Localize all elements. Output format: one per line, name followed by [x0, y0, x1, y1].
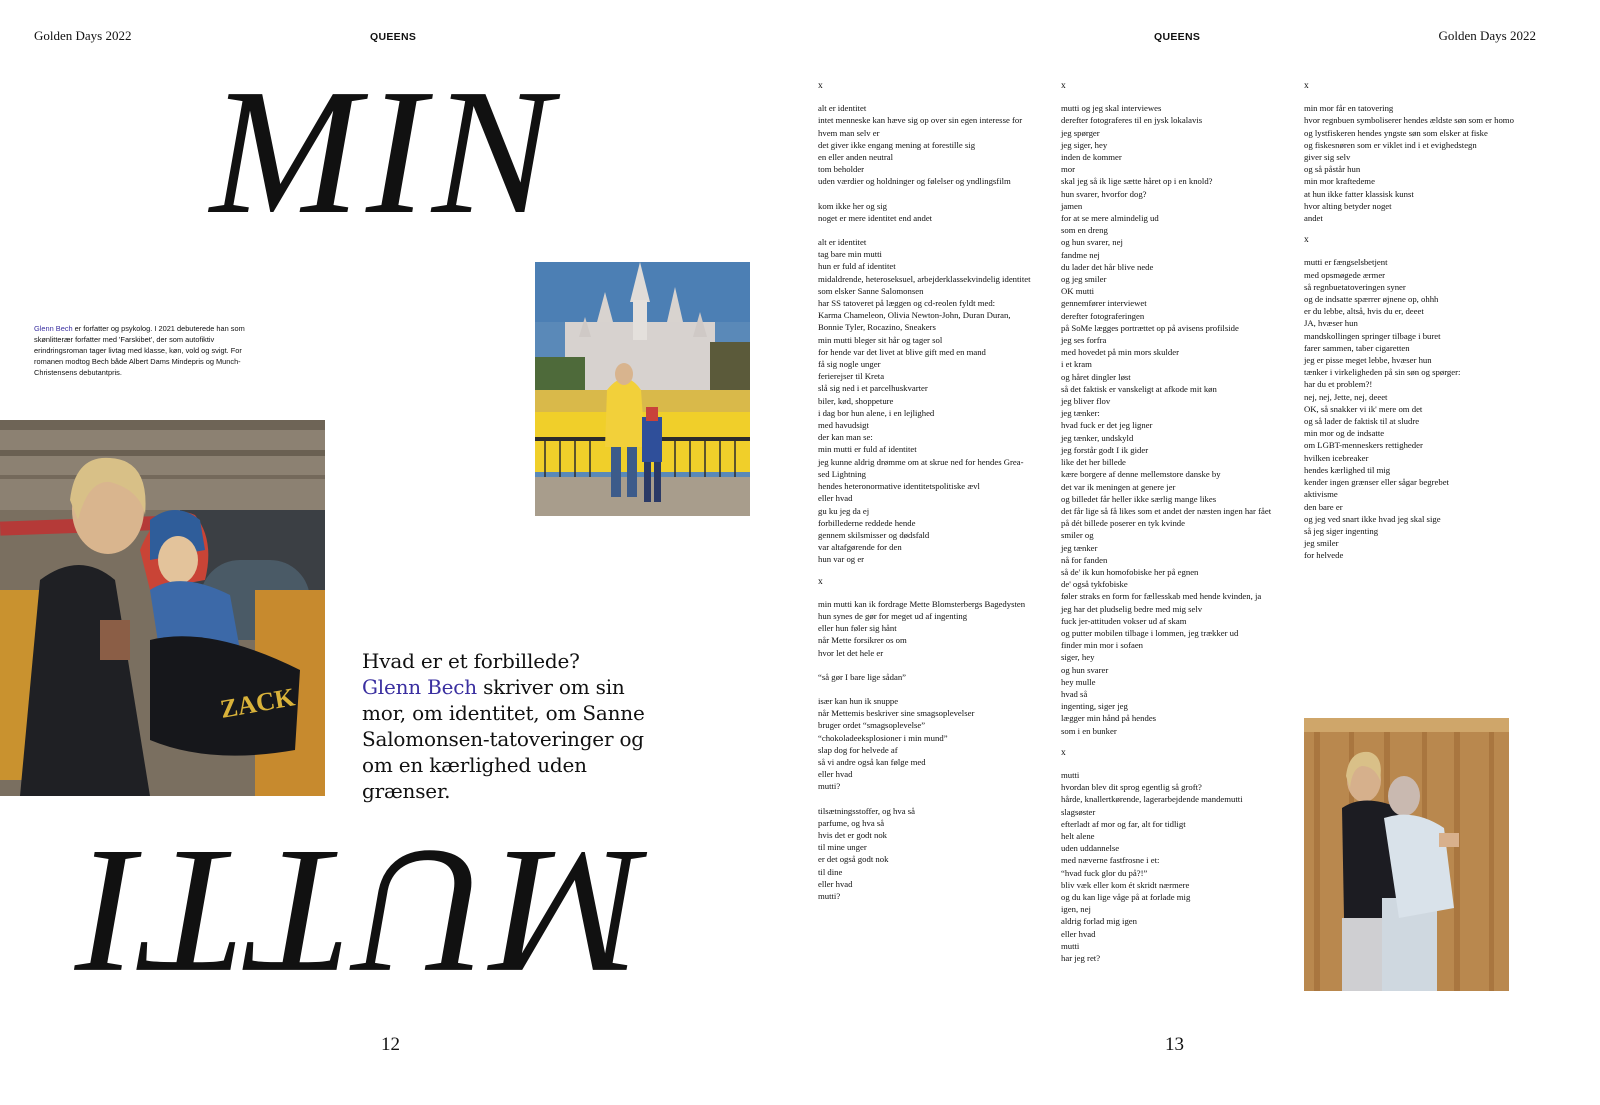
- poem-line: og hun svarer, nej: [1061, 237, 1123, 248]
- poem-line: har jeg ret?: [1061, 953, 1101, 964]
- poem-line: andet: [1304, 213, 1323, 224]
- poem-line: tag bare min mutti: [818, 249, 882, 260]
- stanza-gap: [818, 683, 1056, 695]
- bag-text: ZACK: [218, 682, 298, 724]
- poem-line: for hende var det livet at blive gift med en mand: [818, 346, 986, 357]
- poem-line: hun var og er: [818, 554, 865, 565]
- poem-line: jeg er pisse meget lebbe, hvæser hun: [1304, 355, 1432, 366]
- poem-line: “så gør I bare lige sådan”: [818, 671, 907, 682]
- poem-line: så de' ik kun homofobiske her på egnen: [1061, 566, 1199, 577]
- poem-line: jeg smiler: [1304, 538, 1339, 549]
- poem-line: og jeg ved snart ikke hvad jeg skal sige: [1304, 513, 1441, 524]
- poem-line: med hovedet på min mors skulder: [1061, 347, 1179, 358]
- poem-line: Bonnie Tyler, Rocazino, Sneakers: [818, 322, 936, 333]
- poem-line: “chokoladeeksplosioner i min mund”: [818, 732, 948, 743]
- poem-line: ingenting, siger jeg: [1061, 701, 1128, 712]
- standfirst-body-text: skriver om sin mor, om identitet, om Sanne Salomonsen-tatoveringer og om en kærlighed uden grænser.: [362, 675, 645, 803]
- poem-line: som en dreng: [1061, 225, 1108, 236]
- poem-line: min mor og de indsatte: [1304, 428, 1385, 439]
- right-page-number: 13: [1165, 1034, 1184, 1055]
- poem-line: og de indsatte spærrer øjnene op, ohhh: [1304, 294, 1439, 305]
- poem-line: jeg tænker, undskyld: [1061, 432, 1134, 443]
- poem-line: jeg siger, hey: [1061, 139, 1108, 150]
- poem-line: derefter fotograferingen: [1061, 310, 1145, 321]
- left-running-head: Golden Days 2022: [34, 28, 132, 43]
- poem-line: de' også tykfobiske: [1061, 579, 1128, 590]
- poem-line: eller hvad: [818, 878, 853, 889]
- section-break-x: x: [818, 576, 823, 587]
- poem-line: eller hvad: [818, 769, 853, 780]
- poem-line: fandme nej: [1061, 249, 1100, 260]
- poem-line: mutti: [1061, 940, 1080, 951]
- poem-line: som i en bunker: [1061, 725, 1117, 736]
- stanza-gap: [818, 659, 1056, 671]
- poem-line: OK, så snakker vi ik' mere om det: [1304, 403, 1423, 414]
- poem-line: slagsøster: [1061, 806, 1096, 817]
- poem-line: så det faktisk er vanskeligt at afkode mit køn: [1061, 383, 1217, 394]
- poem-line: sed Lightning: [818, 468, 867, 479]
- poem-line: på SoMe lægges portrættet op på avisens profilside: [1061, 322, 1239, 333]
- poem-line: hendes heteronormative identitetspolitiske ævl: [818, 481, 980, 492]
- poem-line: der kan man se:: [818, 432, 873, 443]
- poem-line: kender ingen grænser eller sågar begrebet: [1304, 477, 1449, 488]
- poem-line: hey mulle: [1061, 676, 1096, 687]
- poem-line: jamen: [1061, 200, 1083, 211]
- poem-line: var altafgørende for den: [818, 542, 902, 553]
- poem-line: når Mette forsikrer os om: [818, 635, 907, 646]
- poem-line: tilsætningsstoffer, og hva så: [818, 805, 915, 816]
- author-bio: [34, 323, 249, 378]
- poem-line: og fiskesnøren som er viklet ind i et evighedstegn: [1304, 139, 1477, 150]
- poem-line: parfume, og hva så: [818, 817, 885, 828]
- poem-line: føler straks en form for fællesskab med hende kvinden, ja: [1061, 591, 1262, 602]
- section-break-x: x: [1061, 747, 1066, 758]
- poem-line: hvor let det hele er: [818, 647, 884, 658]
- poem-line: like det her billede: [1061, 457, 1126, 468]
- poem-line: er det også godt nok: [818, 854, 889, 865]
- poem-line: jeg bliver flov: [1061, 396, 1111, 407]
- poem-line: tænker i virkeligheden på sin søn og spørger:: [1304, 367, 1461, 378]
- poem-line: nå for fanden: [1061, 554, 1108, 565]
- poem-line: OK mutti: [1061, 286, 1095, 297]
- poem-line: i et kram: [1061, 359, 1092, 370]
- poem-line: eller hvad: [818, 493, 853, 504]
- poem-line: få sig nogle unger: [818, 359, 881, 370]
- poem-line: efterladt af mor og far, alt for tidligt: [1061, 818, 1186, 829]
- right-running-head: Golden Days 2022: [1438, 28, 1536, 43]
- poem-line: hvad så: [1061, 688, 1088, 699]
- poem-line: Karma Chameleon, Olivia Newton-John, Duran Duran,: [818, 310, 1011, 321]
- author-bio-text: er forfatter og psykolog. I 2021 debuterede han som skønlitterær forfatter med 'Farskibet', der som autofiktiv erindringsroman tager livtag med klasse, køn, vold og svigt. For romanen modtog Bech både Albert Dams Mindepris og Munch-Christensens debutantpris.: [34, 324, 245, 377]
- poem-line: mutti og jeg skal interviewes: [1061, 103, 1162, 114]
- poem-line: JA, hvæser hun: [1304, 318, 1358, 329]
- poem-line: og så påstår hun: [1304, 164, 1361, 175]
- poem-line: biler, kød, shoppeture: [818, 395, 894, 406]
- stanza-gap: [818, 793, 1056, 805]
- poem-line: for at se mere almindelig ud: [1061, 213, 1159, 224]
- poem-line: om LGBT-menneskers rettigheder: [1304, 440, 1423, 451]
- poem-line: at hun ikke fatter klassisk kunst: [1304, 188, 1414, 199]
- poem-line: intet menneske kan hæve sig op over sin egen interesse for: [818, 115, 1023, 126]
- poem-line: med næverne fastfrosne i et:: [1061, 855, 1160, 866]
- stanza-gap: [818, 224, 1056, 236]
- poem-line: giver sig selv: [1304, 152, 1351, 163]
- poem-line: med havudsigt: [818, 420, 869, 431]
- poem-line: derefter fotograferes til en jysk lokalavis: [1061, 115, 1203, 126]
- poem-line: eller hun føler sig hånt: [818, 623, 897, 634]
- poem-line: har SS tatoveret på læggen og cd-reolen fyldt med:: [818, 298, 996, 309]
- poem-line: min mutti er fuld af identitet: [818, 444, 917, 455]
- poem-line: især kan hun ik snuppe: [818, 695, 899, 706]
- poem-line: hun synes de gør for meget ud af ingenting: [818, 610, 968, 621]
- poem-line: ferierejser til Kreta: [818, 371, 885, 382]
- poem-line: mutti er fængselsbetjent: [1304, 257, 1388, 268]
- poem-line: eller hvad: [1061, 928, 1096, 939]
- poem-line: mor: [1061, 164, 1075, 175]
- poem-line: siger, hey: [1061, 652, 1095, 663]
- poem-line: finder min mor i sofaen: [1061, 640, 1144, 651]
- poem-line: så vi andre også kan følge med: [818, 756, 926, 767]
- poem-line: alt er identitet: [818, 103, 867, 114]
- poem-line: gennem skilsmisser og dødsfald: [818, 529, 930, 540]
- poem-line: slå sig ned i et parcelhuskvarter: [818, 383, 928, 394]
- poem-line: bruger ordet “smagsoplevelse”: [818, 720, 926, 731]
- poem-column-2: [1061, 80, 1299, 964]
- section-break-x: x: [1304, 81, 1309, 91]
- right-section-label: QUEENS: [1154, 31, 1201, 43]
- poem-line: smiler og: [1061, 530, 1094, 541]
- title-mutti-upside-down: MUTTI: [75, 813, 646, 1012]
- poem-line: hun svarer, hvorfor dog?: [1061, 188, 1147, 199]
- poem-line: hvem man selv er: [818, 127, 880, 138]
- poem-line: for helvede: [1304, 550, 1344, 561]
- poem-line: mandskollingen springer tilbage i buret: [1304, 330, 1441, 341]
- poem-line: i dag bor hun alene, i en lejlighed: [818, 407, 935, 418]
- poem-line: og håret dingler løst: [1061, 371, 1131, 382]
- poem-line: inden de kommer: [1061, 152, 1122, 163]
- poem-line: som elsker Sanne Salomonsen: [818, 285, 924, 296]
- poem-line: min mutti bleger sit hår og tager sol: [818, 334, 943, 345]
- standfirst-question: Hvad er et forbillede?: [362, 649, 580, 673]
- poem-line: og putter mobilen tilbage i lommen, jeg trækker ud: [1061, 627, 1239, 638]
- poem-line: nej, nej, Jette, nej, deeet: [1304, 391, 1388, 402]
- poem-line: hvilken icebreaker: [1304, 452, 1369, 463]
- poem-line: mutti?: [818, 781, 841, 792]
- poem-line: gu ku jeg da ej: [818, 505, 870, 516]
- poem-line: midaldrende, heteroseksuel, arbejderklassekvindelig identitet: [818, 273, 1031, 284]
- left-section-label: QUEENS: [370, 31, 417, 43]
- poem-line: en eller anden neutral: [818, 152, 894, 163]
- poem-line: kom ikke her og sig: [818, 200, 888, 211]
- poem-line: forbillederne reddede hende: [818, 517, 916, 528]
- poem-line: aktivisme: [1304, 489, 1338, 500]
- poem-line: aldrig forlad mig igen: [1061, 916, 1137, 927]
- photo-mother-and-child: [0, 420, 325, 796]
- stanza-gap: [818, 188, 1056, 200]
- poem-line: alt er identitet: [818, 237, 867, 248]
- poem-line: hvis det er godt nok: [818, 829, 888, 840]
- poem-line: det var ik meningen at genere jer: [1061, 481, 1176, 492]
- poem-line: med opsmøgede ærmer: [1304, 269, 1386, 280]
- poem-line: mutti?: [818, 890, 841, 901]
- poem-line: og jeg smiler: [1061, 274, 1107, 285]
- poem-line: tom beholder: [818, 164, 865, 175]
- poem-line: uden uddannelse: [1061, 843, 1120, 854]
- poem-line: hvordan blev dit sprog egentlig så groft?: [1061, 782, 1202, 793]
- poem-line: det giver ikke engang mening at forestille sig: [818, 139, 976, 150]
- poem-line: det får lige så få likes som et andet der næsten ingen har fået: [1061, 505, 1272, 516]
- poem-line: slap dog for helvede af: [818, 744, 898, 755]
- poem-line: farer sammen, taber cigaretten: [1304, 342, 1410, 353]
- poem-line: lægger min hånd på hendes: [1061, 713, 1157, 724]
- poem-line: bliv væk eller kom ét skridt nærmere: [1061, 879, 1190, 890]
- poem-line: hendes kærlighed til mig: [1304, 464, 1391, 475]
- section-break-x: x: [818, 81, 823, 91]
- poem-line: er du lebbe, altså, hvis du er, deeet: [1304, 306, 1424, 317]
- poem-line: jeg kunne aldrig drømme om at skrue ned for hendes Grea-: [818, 456, 1024, 467]
- standfirst-body: [362, 674, 662, 804]
- section-break-x: x: [1061, 81, 1066, 91]
- poem-line: helt alene: [1061, 830, 1095, 841]
- poem-line: når Mettemis beskriver sine smagsoplevelser: [818, 708, 975, 719]
- poem-line: jeg spørger: [1061, 127, 1100, 138]
- poem-line: hårde, knallertkørende, lagerarbejdende mandemutti: [1061, 794, 1243, 805]
- poem-line: min mutti kan ik fordrage Mette Blomsterbergs Bagedysten: [818, 598, 1026, 609]
- poem-line: jeg ses forfra: [1061, 335, 1107, 346]
- poem-column-1: [818, 80, 1056, 902]
- poem-line: min mor får en tatovering: [1304, 103, 1394, 114]
- poem-line: til mine unger: [818, 842, 867, 853]
- poem-line: og lystfiskeren hendes yngste søn som elsker at fiske: [1304, 127, 1488, 138]
- poem-line: noget er mere identitet end andet: [818, 212, 933, 223]
- poem-line: hun er fuld af identitet: [818, 261, 896, 272]
- poem-line: min mor kraftedeme: [1304, 176, 1375, 187]
- poem-line: hvor regnbuen symboliserer hendes ældste søn som er homo: [1304, 115, 1514, 126]
- photo-embrace: [1304, 718, 1509, 991]
- poem-line: så jeg siger ingenting: [1304, 525, 1379, 536]
- poem-line: på dét billede poserer en tyk kvinde: [1061, 518, 1185, 529]
- section-break-x: x: [1304, 235, 1309, 246]
- author-name: Glenn Bech: [34, 324, 73, 333]
- poem-line: uden værdier og holdninger og følelser og yndlingsfilm: [818, 176, 1011, 187]
- poem-line: hvad fuck er det jeg ligner: [1061, 420, 1153, 431]
- title-min: MIN: [210, 52, 558, 251]
- poem-line: jeg tænker:: [1061, 408, 1100, 419]
- poem-line: fuck jer-attituden vokser ud af skam: [1061, 615, 1187, 626]
- poem-line: du lader det hår blive nede: [1061, 261, 1154, 272]
- poem-line: jeg forstår godt I ik gider: [1061, 444, 1149, 455]
- poem-line: jeg tænker: [1061, 542, 1098, 553]
- poem-line: mutti: [1061, 769, 1080, 780]
- poem-line: og så lader de faktisk til at sludre: [1304, 416, 1420, 427]
- poem-line: gennemfører interviewet: [1061, 298, 1147, 309]
- poem-line: hvor alting betyder noget: [1304, 200, 1392, 211]
- poem-line: har du et problem?!: [1304, 379, 1373, 390]
- standfirst-author-name: Glenn Bech: [362, 675, 477, 699]
- poem-line: skal jeg så ik lige sætte håret op i en knold?: [1061, 176, 1213, 187]
- photo-castle: [535, 262, 750, 516]
- standfirst: [362, 648, 662, 804]
- poem-line: så regnbuetatoveringen syner: [1304, 281, 1406, 292]
- poem-line: og billedet får heller ikke særlig mange likes: [1061, 493, 1217, 504]
- poem-column-3: [1304, 80, 1542, 562]
- poem-line: “hvad fuck glor du på?!”: [1061, 867, 1148, 878]
- poem-line: jeg har det pludselig bedre med mig selv: [1061, 603, 1203, 614]
- poem-line: igen, nej: [1061, 904, 1091, 915]
- poem-line: og du kan lige våge på at forlade mig: [1061, 892, 1191, 902]
- poem-line: til dine: [818, 866, 843, 877]
- left-page-number: 12: [381, 1034, 400, 1055]
- poem-line: den bare er: [1304, 501, 1343, 512]
- poem-line: kære borgere af denne mellemstore danske by: [1061, 469, 1221, 480]
- poem-line: og hun svarer: [1061, 664, 1109, 675]
